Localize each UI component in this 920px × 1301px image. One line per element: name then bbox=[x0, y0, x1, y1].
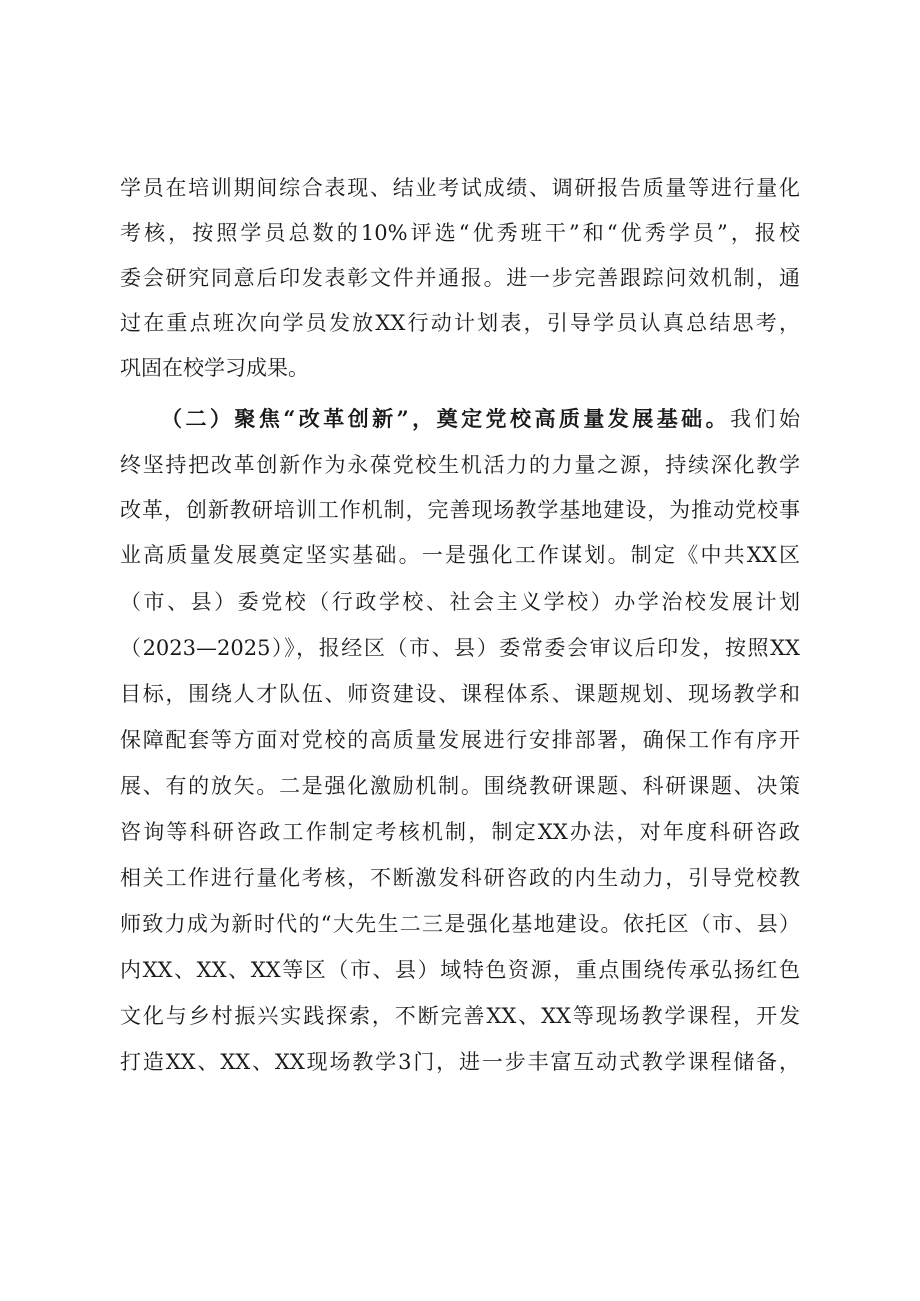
paragraph-line: 业高质量发展奠定坚实基础。一是强化工作谋划。制定《中共XX区 bbox=[120, 543, 800, 567]
heading-continuation: 我们始 bbox=[730, 407, 801, 431]
paragraph-line: 咨询等科研咨政工作制定考核机制，制定XX办法，对年度科研咨政 bbox=[120, 820, 800, 844]
paragraph-line: 终坚持把改革创新作为永葆党校生机活力的力量之源，持续深化教学 bbox=[120, 453, 800, 477]
paragraph-line: （市、县）委党校（行政学校、社会主义学校）办学治校发展计划 bbox=[120, 590, 800, 614]
paragraph-line: 师致力成为新时代的“大先生二三是强化基地建设。依托区（市、县） bbox=[120, 912, 800, 936]
paragraph-line: （2023—2025）》，报经区（市、县）委常委会审议后印发，按照XX bbox=[120, 636, 800, 660]
paragraph-line: 目标，围绕人才队伍、师资建设、课程体系、课题规划、现场教学和 bbox=[120, 682, 800, 706]
paragraph-line: 考核，按照学员总数的10%评选“优秀班干”和“优秀学员”，报校 bbox=[120, 221, 800, 245]
section-heading-line bbox=[161, 403, 800, 435]
paragraph-line: 保障配套等方面对党校的高质量发展进行安排部署，确保工作有序开 bbox=[120, 728, 800, 752]
paragraph-line: 内XX、XX、XX等区（市、县）域特色资源，重点围绕传承弘扬红色 bbox=[120, 958, 800, 982]
paragraph-line: 相关工作进行量化考核，不断激发科研咨政的内生动力，引导党校教 bbox=[120, 866, 800, 890]
paragraph-line: 展、有的放矢。二是强化激励机制。围绕教研课题、科研课题、决策 bbox=[120, 774, 800, 798]
section-heading: （二）聚焦“改革创新”，奠定党校高质量发展基础。 bbox=[161, 406, 731, 431]
paragraph-line: 巩固在校学习成果。 bbox=[120, 356, 309, 380]
paragraph-line: 文化与乡村振兴实践探索，不断完善XX、XX等现场教学课程，开发 bbox=[120, 1004, 800, 1028]
paragraph-line: 委会研究同意后印发表彰文件并通报。进一步完善跟踪问效机制，通 bbox=[120, 266, 800, 290]
paragraph-line: 过在重点班次向学员发放XX行动计划表，引导学员认真总结思考， bbox=[120, 311, 800, 335]
paragraph-line: 打造XX、XX、XX现场教学3门，进一步丰富互动式教学课程储备， bbox=[120, 1050, 800, 1074]
paragraph-line: 改革，创新教研培训工作机制，完善现场教学基地建设，为推动党校事 bbox=[120, 498, 800, 522]
paragraph-line: 学员在培训期间综合表现、结业考试成绩、调研报告质量等进行量化 bbox=[120, 176, 800, 200]
